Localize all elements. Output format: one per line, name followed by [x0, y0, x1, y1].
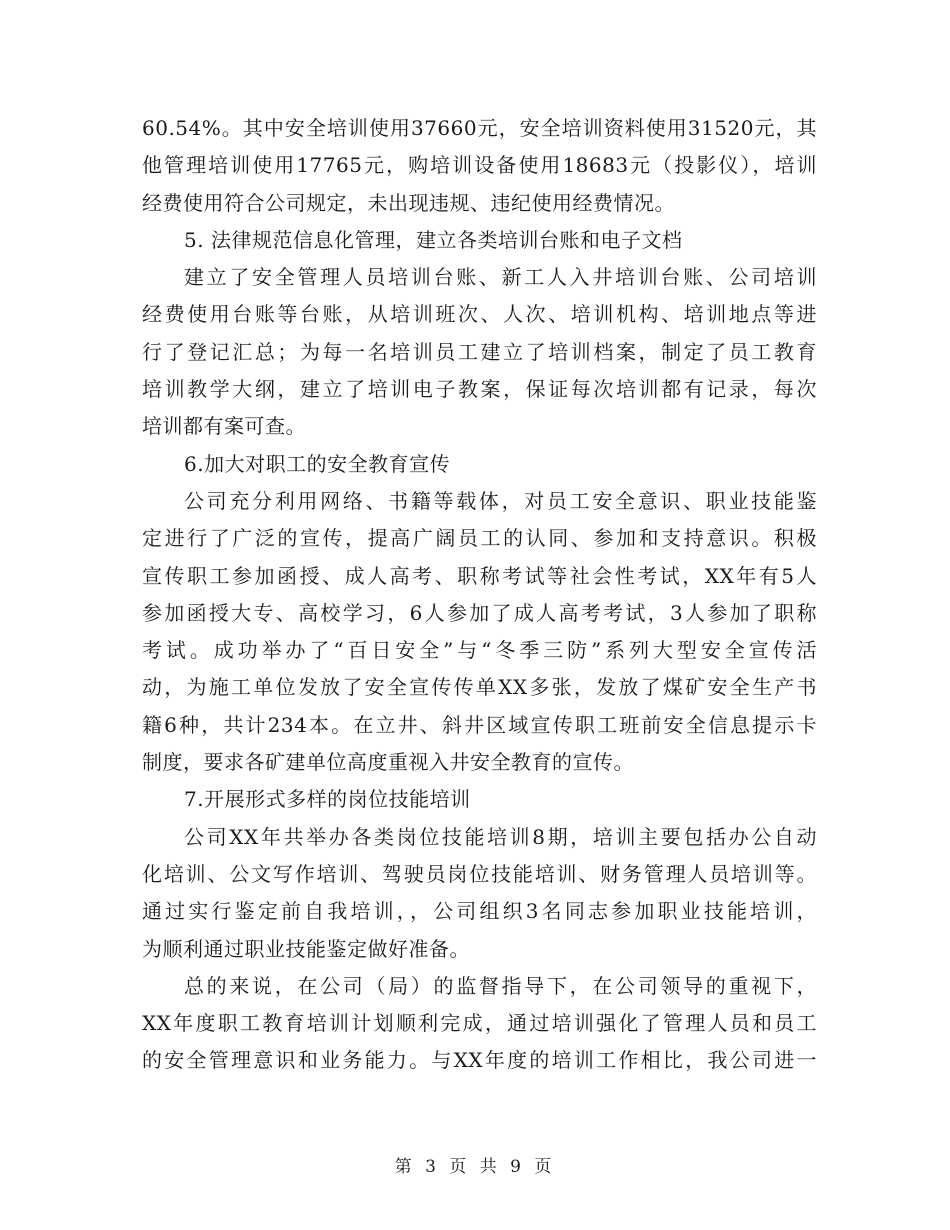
paragraph	[142, 259, 817, 445]
text-line: 考试。成功举办了“百日安全”与“冬季三防”系列大型安全宣传活	[142, 638, 817, 663]
text-line: 培训教学大纲，建立了培训电子教案，保证每次培训都有记录，每次	[142, 377, 817, 402]
paragraph	[142, 110, 817, 222]
text-line: 为顺利通过职业技能鉴定做好准备。	[142, 936, 470, 961]
text-line: 经费使用符合公司规定，未出现违规、违纪使用经费情况。	[142, 190, 675, 215]
text-line: 公司XX年共举办各类岗位技能培训8期，培训主要包括办公自动	[184, 824, 817, 849]
text-line: 化培训、公文写作培训、驾驶员岗位技能培训、财务管理人员培训等。	[142, 861, 817, 886]
text-line: 60.54%。其中安全培训使用37660元，安全培训资料使用31520元，其	[142, 116, 817, 140]
text-line: 建立了安全管理人员培训台账、新工人入井培训台账、公司培训	[184, 265, 817, 290]
text-line: 通过实行鉴定前自我培训，，公司组织3名同志参加职业技能培训，	[142, 899, 817, 924]
section-heading: 7.开展形式多样的岗位技能培训	[184, 787, 471, 812]
page-footer: 第 3 页 共 9 页	[394, 1157, 556, 1177]
document-body	[142, 110, 817, 1080]
text-line: 总的来说，在公司（局）的监督指导下，在公司领导的重视下，	[184, 973, 817, 998]
paragraph	[142, 968, 817, 1080]
text-line: 籍6种，共计234本。在立井、斜井区域宣传职工班前安全信息提示卡	[142, 712, 817, 737]
text-line: 他管理培训使用17765元，购培训设备使用18683元（投影仪），培训	[142, 153, 817, 178]
text-line: XX年度职工教育培训计划顺利完成，通过培训强化了管理人员和员工	[142, 1011, 817, 1036]
text-line: 经费使用台账等台账，从培训班次、人次、培训机构、培训地点等进	[142, 302, 817, 327]
text-line: 动，为施工单位发放了安全宣传传单XX多张，发放了煤矿安全生产书	[142, 675, 817, 700]
text-line: 参加函授大专、高校学习，6人参加了成人高考考试，3人参加了职称	[142, 600, 817, 625]
text-line: 公司充分利用网络、书籍等载体，对员工安全意识、职业技能鉴	[184, 488, 817, 513]
text-line: 制度，要求各矿建单位高度重视入井安全教育的宣传。	[142, 750, 634, 775]
text-line: 的安全管理意识和业务能力。与XX年度的培训工作相比，我公司进一	[142, 1048, 817, 1073]
text-line: 定进行了广泛的宣传，提高广阔员工的认同、参加和支持意识。积极	[142, 526, 817, 551]
text-line: 宣传职工参加函授、成人高考、职称考试等社会性考试，XX年有5人	[142, 563, 817, 588]
text-line: 行了登记汇总；为每一名培训员工建立了培训档案，制定了员工教育	[142, 339, 817, 364]
paragraph	[142, 483, 817, 781]
paragraph	[142, 819, 817, 968]
text-line: 培训都有案可查。	[142, 414, 306, 439]
section-heading: 6.加大对职工的安全教育宣传	[184, 451, 451, 476]
section-heading: 5. 法律规范信息化管理，建立各类培训台账和电子文档	[184, 227, 683, 252]
